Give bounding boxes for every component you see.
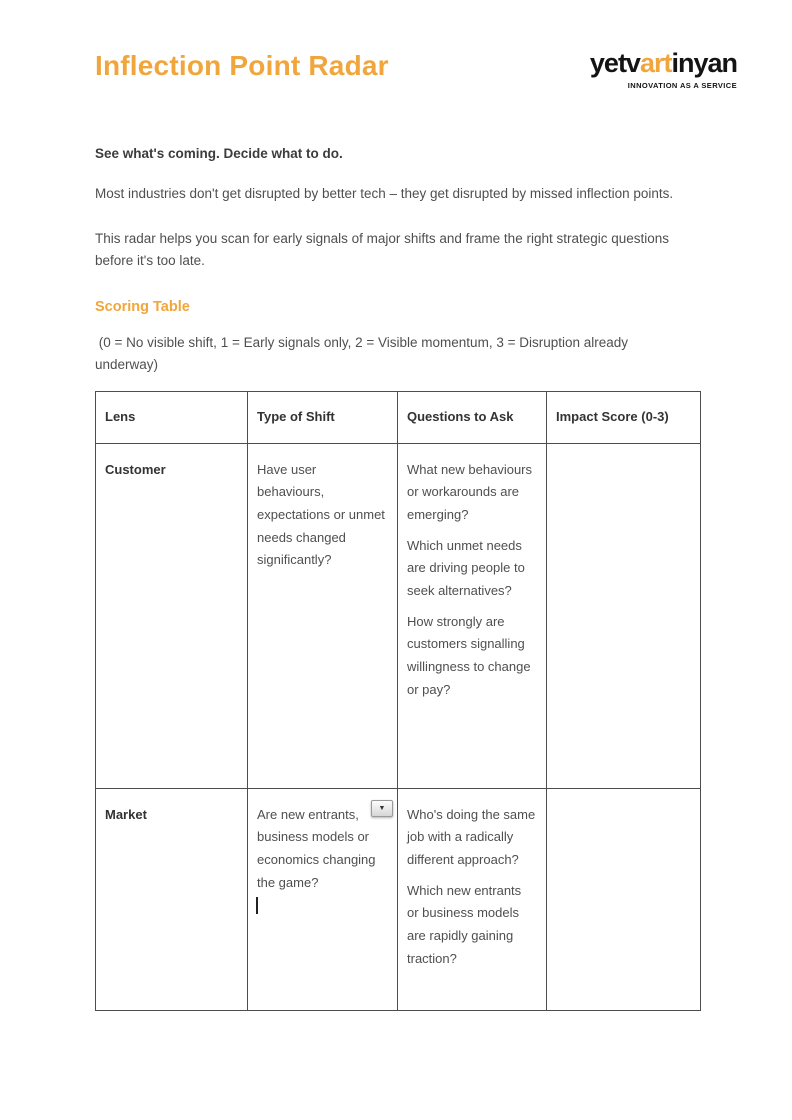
- logo-part-1: yetv: [589, 48, 640, 78]
- intro-paragraph-1: Most industries don't get disrupted by better tech – they get disrupted by missed inflection points.: [95, 186, 674, 201]
- customer-questions-cell[interactable]: [398, 443, 547, 788]
- logo-tagline: INNOVATION AS A SERVICE: [627, 81, 737, 90]
- dropdown-button[interactable]: [371, 800, 393, 817]
- market-question-2: Which new entrants or business models are rapidly gaining traction?: [407, 882, 522, 966]
- scoring-scale-note: [95, 332, 680, 377]
- logo: [590, 50, 737, 90]
- market-lens-cell[interactable]: [96, 788, 248, 1010]
- intro-heading: See what's coming. Decide what to do.: [95, 146, 343, 161]
- logo-part-3: inyan: [671, 48, 737, 78]
- customer-score-cell[interactable]: [547, 443, 701, 788]
- logo-part-2: art: [639, 48, 672, 78]
- text-cursor: [256, 897, 258, 914]
- intro-paragraph-2: This radar helps you scan for early signals of major shifts and frame the right strategic questions before it's too late.: [95, 230, 670, 268]
- document-body: [95, 146, 700, 1011]
- market-questions-cell[interactable]: [398, 788, 547, 1010]
- scoring-table-heading: Scoring Table: [95, 298, 190, 315]
- customer-shift-cell[interactable]: [248, 443, 398, 788]
- customer-shift-text: Have user behaviours, expectations or unmet needs changed significantly?: [257, 461, 385, 568]
- scoring-scale-note-text: (0 = No visible shift, 1 = Early signals only, 2 = Visible momentum, 3 = Disruption already underway): [95, 334, 629, 372]
- scoring-table: [95, 391, 701, 1011]
- customer-lens-cell[interactable]: [96, 443, 248, 788]
- table-row-customer: [96, 443, 701, 788]
- col-header-lens: Lens: [96, 391, 248, 443]
- col-header-type-of-shift: Type of Shift: [248, 391, 398, 443]
- customer-question-2: Which unmet needs are driving people to seek alternatives?: [407, 537, 525, 599]
- page-header: [95, 46, 737, 90]
- customer-question-3: How strongly are customers signalling willingness to change or pay?: [407, 613, 531, 697]
- table-header-row: [96, 391, 701, 443]
- market-shift-text: Are new entrants, business models or economics changing the game?: [257, 806, 376, 890]
- market-shift-cell[interactable]: [248, 788, 398, 1010]
- page-title: Inflection Point Radar: [95, 50, 389, 81]
- col-header-questions: Questions to Ask: [398, 391, 547, 443]
- market-question-1: Who's doing the same job with a radically different approach?: [407, 806, 536, 867]
- customer-question-1: What new behaviours or workarounds are emerging?: [407, 461, 533, 522]
- customer-lens-label: Customer: [105, 461, 166, 477]
- logo-wordmark: [590, 50, 737, 77]
- market-score-cell[interactable]: [547, 788, 701, 1010]
- market-lens-label: Market: [105, 806, 147, 822]
- chevron-down-icon: ▼: [378, 804, 386, 812]
- table-row-market: [96, 788, 701, 1010]
- col-header-impact-score: Impact Score (0-3): [547, 391, 701, 443]
